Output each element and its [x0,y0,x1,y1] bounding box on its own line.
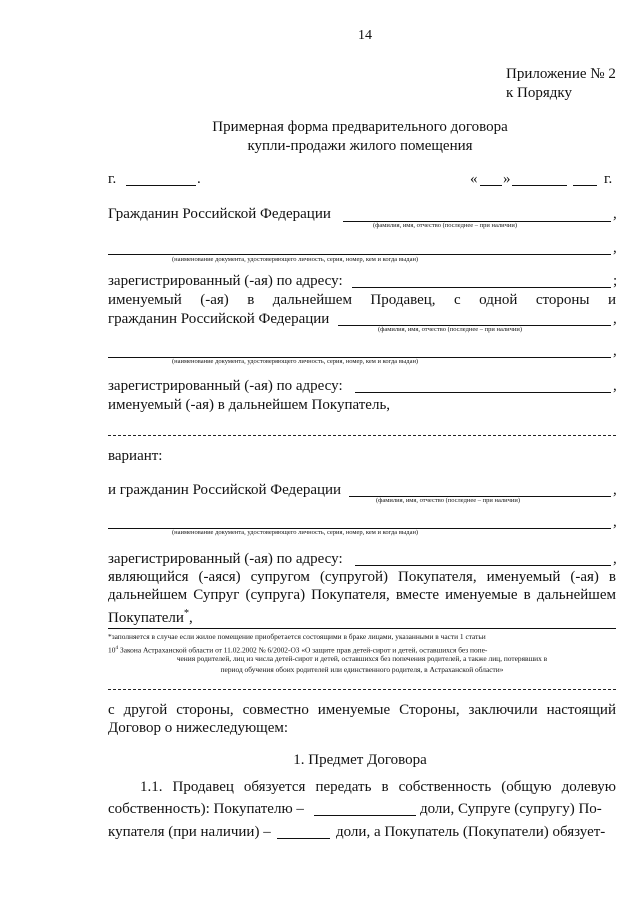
footnote-line4: период обучения обоих родителей или единственного родителя, в Астраханской области» [220,665,504,674]
page-number: 14 [358,28,372,43]
footnote-mark: * [183,608,189,619]
buyer-share-field[interactable] [314,815,416,816]
title-line2: купли-продажи жилого помещения [247,138,473,154]
spouse-address-field[interactable] [355,565,611,566]
footnote-line1: *заполняется в случае если жилое помещение приобретается состоящими в браке лицами, указанными в части 1 статьи [108,632,486,641]
date-open-quote: « [470,171,478,187]
section1-p-line1: 1.1. Продавец обязуется передать в собственность (общую долевую [140,779,616,795]
seller-fio-caption: (фамилия, имя, отчество (последнее – при наличии) [373,222,517,229]
variant-label: вариант: [108,448,163,464]
day-field[interactable] [480,185,502,186]
date-close-quote: » [503,171,511,187]
city-field[interactable] [126,185,196,186]
separator-dashed-2 [108,689,616,690]
buyer-role-line: именуемый (-ая) в дальнейшем Покупатель, [108,397,391,413]
spouse-line1: являющийся (-аяся) супругом (супругой) Покупателя, именуемый (-ая) в [108,569,616,585]
footnote-line2: $10^4$ Закона Астраханской области от 11.02.2002 № 6/2002-ОЗ «О защите прав детей-сирот и детей, оставшихся без попе- [108,645,488,655]
appendix-line1: Приложение № 2 [506,66,616,82]
citizen-label: Гражданин Российской Федерации [108,206,331,222]
spouse-share-field[interactable] [277,838,330,839]
month-field[interactable] [512,185,567,186]
footnote-line3: чения родителей, лиц из числа детей-сирот и детей, оставшихся без попечения родителей, а также лиц, потерявших в [176,654,548,663]
citizen2-label: гражданин Российской Федерации [108,311,330,327]
year-field[interactable] [573,185,597,186]
variant-citizen-label: и гражданин Российской Федерации [108,482,342,498]
appendix-line2: к Порядку [506,85,572,101]
spouse-id-doc-caption: (наименование документа, удостоверяющего личность, серия, номер, кем и когда выдан) [172,529,419,536]
buyer-address-label: зарегистрированный (-ая) по адресу: [108,378,343,394]
closing-line1: с другой стороны, совместно именуемые Стороны, заключили настоящий [108,702,616,718]
spouse-line2: дальнейшем Супруг (супруга) Покупателя, вместе именуемые в дальнейшем [108,587,616,603]
year-suffix: г. [604,171,613,187]
footnote-rule [108,628,616,629]
buyer-address-field[interactable] [355,392,611,393]
seller-role-line: именуемый (-ая) в дальнейшем Продавец, с одной стороны и [108,292,616,308]
title-line1: Примерная форма предварительного договора [212,119,508,135]
closing-line2: Договор о нижеследующем: [108,720,289,736]
spouse-fio-caption: (фамилия, имя, отчество (последнее – при наличии) [376,497,520,504]
buyer-id-doc-caption: (наименование документа, удостоверяющего личность, серия, номер, кем и когда выдан) [172,358,419,365]
separator-dashed [108,435,616,436]
seller-address-field[interactable] [352,287,611,288]
seller-id-doc-field[interactable] [108,254,611,255]
seller-id-doc-caption: (наименование документа, удостоверяющего личность, серия, номер, кем и когда выдан) [172,256,419,263]
spouse-address-label: зарегистрированный (-ая) по адресу: [108,551,343,567]
city-prefix: г. [108,171,117,187]
section1-heading: 1. Предмет Договора [293,752,427,768]
seller-address-label: зарегистрированный (-ая) по адресу: [108,273,343,289]
spouse-line3: Покупатели*, [108,608,193,626]
buyer-fio-caption: (фамилия, имя, отчество (последнее – при наличии) [378,326,522,333]
